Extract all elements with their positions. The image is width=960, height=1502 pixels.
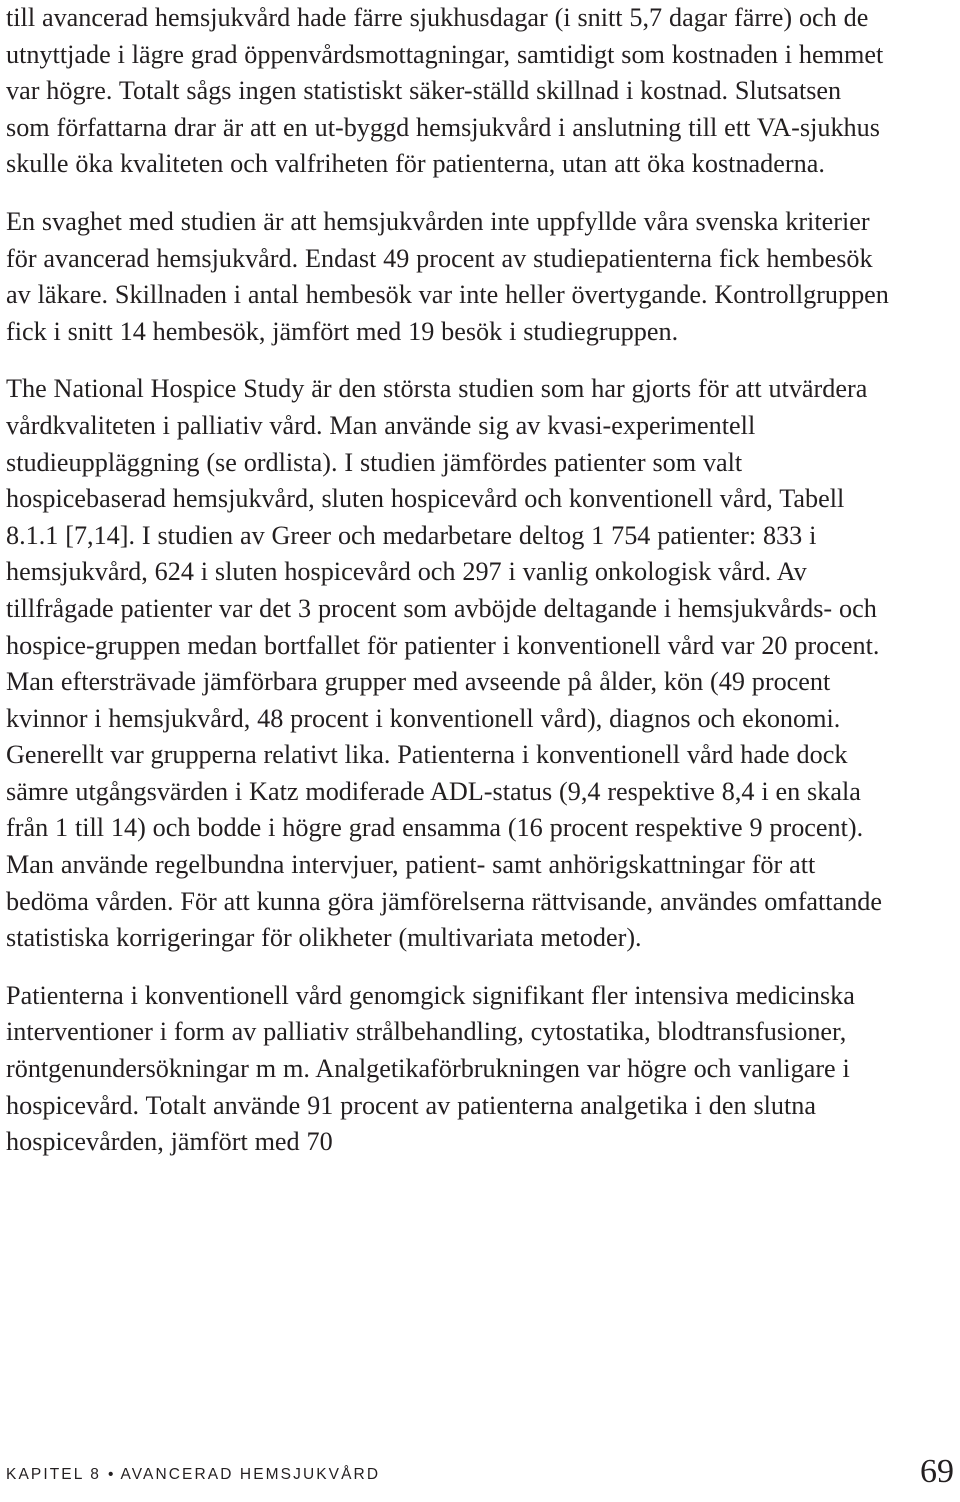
page-footer (6, 1452, 954, 1502)
bullet-separator: • (108, 1466, 114, 1483)
section-title: AVANCERAD HEMSJUKVÅRD (120, 1466, 381, 1483)
chapter-label: KAPITEL 8 (6, 1466, 101, 1483)
body-text (6, 0, 890, 1161)
page-number: 69 (920, 1453, 954, 1490)
running-head (6, 1466, 380, 1484)
paragraph-4: Patienterna i konventionell vård genomgick signifikant fler intensiva medicinska interventioner i form av palliativ strålbehandling, cytostatika, blodtransfusioner, röntgenundersökningar m m. Analgetikaförbrukningen var högre och vanligare i hospicevård. Totalt använde 91 procent av patienterna analgetika i den slutna hospicevården, jämfört med 70 (6, 980, 855, 1157)
paragraph-3: The National Hospice Study är den största studien som har gjorts för att utvärdera vårdkvaliteten i palliativ vård. Man använde sig av kvasi-experimentell studieuppläggning (se ordlista). I studien jämfördes patienter som valt hospicebaserad hemsjukvård, sluten hospicevård och konventionell vård, Tabell 8.1.1 [7,14]. I studien av Greer och medarbetare deltog 1 754 patienter: 833 i hemsjukvård, 624 i sluten hospicevård och 297 i vanlig onkologisk vård. Av tillfrågade patienter var det 3 procent som avböjde deltagande i hemsjukvårds- och hospice-gruppen medan bortfallet för patienter i konventionell vård var 20 procent. Man eftersträvade jämförbara grupper med avseende på ålder, kön (49 procent kvinnor i hemsjukvård, 48 procent i konventionell vård), diagnos och ekonomi. Generellt var grupperna relativt lika. Patienterna i konventionell vård hade dock sämre utgångsvärden i Katz modiferade ADL-status (9,4 respektive 8,4 i en skala från 1 till 14) och bodde i högre grad ensamma (16 procent respektive 9 procent). Man använde regelbundna intervjuer, patient- samt anhörigskattningar för att bedöma vården. För att kunna göra jämförelserna rättvisande, användes omfattande statistiska korrigeringar för olikheter (multivariata metoder). (6, 374, 883, 953)
paragraph-2: En svaghet med studien är att hemsjukvården inte uppfyllde våra svenska kriterier för avancerad hemsjukvård. Endast 49 procent av studiepatienterna fick hembesök av läkare. Skillnaden i antal hembesök var inte heller övertygande. Kontrollgruppen fick i snitt 14 hembesök, jämfört med 19 besök i studiegruppen. (6, 206, 889, 346)
paragraph-1: till avancerad hemsjukvård hade färre sjukhusdagar (i snitt 5,7 dagar färre) och de utnyttjade i lägre grad öppenvårdsmottagningar, samtidigt som kostnaden i hemmet var högre. Totalt sågs ingen statistiskt säker-ställd skillnad i kostnad. Slutsatsen som författarna drar är att en ut-byggd hemsjukvård i anslutning till ett VA-sjukhus skulle öka kvaliteten och valfriheten för patienterna, utan att öka kostnaderna. (6, 3, 884, 179)
